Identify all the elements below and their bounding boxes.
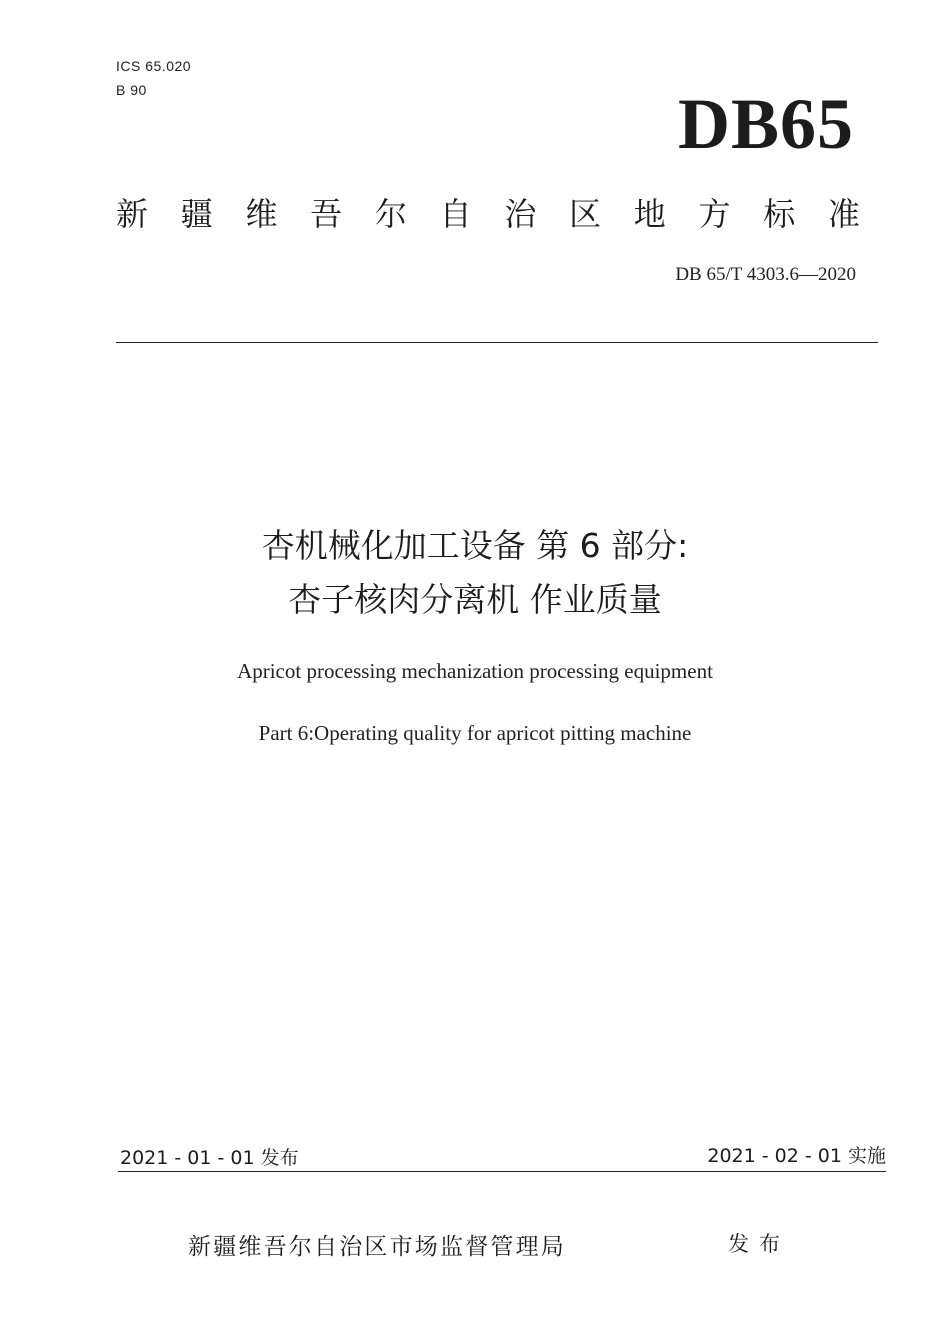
issuing-authority: 新疆维吾尔自治区市场监督管理局 [188, 1234, 566, 1260]
ics-code: ICS 65.020 [116, 58, 192, 74]
standard-type-heading: 新疆维吾尔自治区地方标准 [116, 195, 860, 233]
implement-date: 2021 - 02 - 01 实施 [707, 1145, 886, 1167]
header-divider [116, 342, 878, 343]
title-cn-line1: 杏机械化加工设备 第 6 部分: [261, 526, 689, 565]
issue-action: 发布 [728, 1232, 790, 1256]
classification-codes [116, 54, 191, 102]
standard-number: DB 65/T 4303.6—2020 [675, 264, 856, 285]
standard-logo: DB65 [677, 84, 854, 164]
date-divider [118, 1171, 886, 1172]
title-en-line1: Apricot processing mechanization processing equipment [237, 659, 713, 683]
title-en-line2: Part 6:Operating quality for apricot pitting machine [258, 721, 692, 745]
title-cn-line2: 杏子核肉分离机 作业质量 [288, 580, 662, 619]
ccs-code: B 90 [116, 82, 147, 98]
publish-date: 2021 - 01 - 01 发布 [120, 1147, 299, 1169]
